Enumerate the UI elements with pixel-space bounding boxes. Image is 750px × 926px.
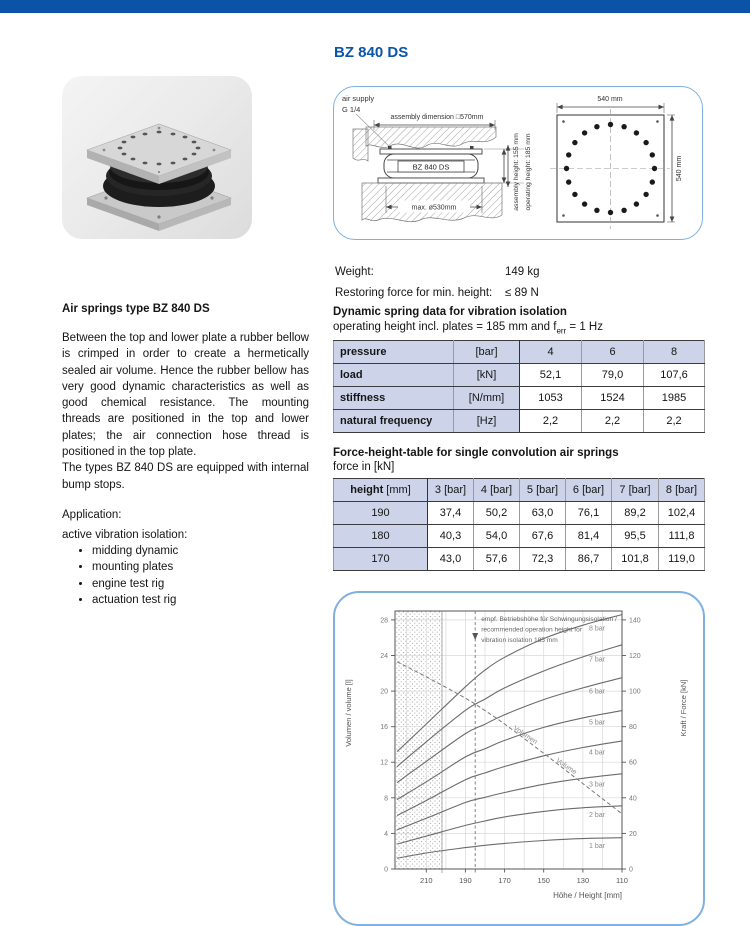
table-cell: 180 [334, 525, 428, 548]
svg-text:4 bar: 4 bar [589, 749, 605, 757]
table-cell: 1524 [582, 387, 644, 410]
application-list-item: • actuation test rig [92, 592, 339, 608]
svg-text:20: 20 [380, 688, 388, 696]
weight-value: 149 kg [505, 266, 540, 278]
table-cell: 107,6 [644, 364, 705, 387]
dynamic-table-title: Dynamic spring data for vibration isolation [333, 306, 567, 318]
svg-text:vibration isolation 185 mm: vibration isolation 185 mm [481, 637, 558, 644]
svg-text:3 bar: 3 bar [589, 781, 605, 789]
svg-text:120: 120 [629, 653, 641, 660]
application-list-item: • mounting plates [92, 559, 339, 575]
table-cell: 86,7 [566, 548, 612, 571]
svg-text:24: 24 [380, 653, 388, 660]
application-list [62, 543, 339, 609]
svg-text:empf. Betriebshöhe für Schwing: empf. Betriebshöhe für Schwingungsisolation / [481, 616, 617, 623]
svg-text:7 bar: 7 bar [589, 656, 605, 664]
table-cell: 54,0 [474, 525, 520, 548]
svg-text:190: 190 [459, 876, 472, 885]
force-table-row [334, 525, 705, 548]
subtitle-pre: operating height incl. plates = 185 mm and f [333, 321, 557, 333]
table-cell: 52,1 [520, 364, 582, 387]
table-cell: 95,5 [612, 525, 659, 548]
svg-text:1 bar: 1 bar [589, 843, 605, 851]
air-supply-thread-label: G 1/4 [342, 105, 361, 114]
page-title: BZ 840 DS [334, 44, 409, 61]
table-cell: 111,8 [659, 525, 705, 548]
svg-text:110: 110 [616, 876, 628, 885]
table-cell: 40,3 [428, 525, 474, 548]
svg-text:5 bar: 5 bar [589, 719, 605, 727]
table-cell: load [334, 364, 454, 387]
table-cell: 8 [644, 341, 705, 364]
svg-text:12: 12 [380, 759, 388, 767]
chart-box [333, 591, 705, 926]
svg-text:4: 4 [384, 830, 388, 838]
svg-text:16: 16 [380, 724, 388, 732]
description-text [62, 330, 309, 493]
product-photo [62, 76, 252, 239]
header-bar [0, 0, 750, 13]
svg-text:20: 20 [629, 830, 637, 838]
svg-text:150: 150 [537, 876, 550, 885]
svg-text:100: 100 [629, 688, 641, 696]
dynamic-table-subtitle [333, 321, 603, 335]
table-cell: 81,4 [566, 525, 612, 548]
table-cell: pressure [334, 341, 454, 364]
force-table-body [334, 502, 705, 571]
spec-list [335, 262, 540, 304]
plate-width-label: 540 mm [597, 96, 623, 103]
restoring-force-value: ≤ 89 N [505, 287, 539, 299]
subtitle-post: = 1 Hz [566, 321, 603, 333]
plate-height-label: 540 mm [676, 155, 683, 182]
table-cell: 2,2 [520, 410, 582, 433]
table-cell: 1053 [520, 387, 582, 410]
restoring-force-label: Restoring force for min. height: [335, 287, 493, 299]
dynamic-table-row [334, 387, 705, 410]
svg-text:170: 170 [498, 876, 511, 885]
svg-text:60: 60 [629, 759, 637, 767]
air-supply-label: air supply [342, 94, 375, 103]
force-table-header-cell: 4 [bar] [474, 479, 520, 502]
table-cell: 37,4 [428, 502, 474, 525]
svg-text:Volume: Volume [554, 757, 578, 777]
application-list-item: • engine test rig [92, 576, 339, 592]
table-cell: 119,0 [659, 548, 705, 571]
table-cell: 43,0 [428, 548, 474, 571]
svg-text:8: 8 [384, 795, 388, 803]
spec-row-restoring-force [335, 283, 540, 304]
force-table-header-cell: 5 [bar] [520, 479, 566, 502]
table-cell: [bar] [454, 341, 520, 364]
dynamic-table-row [334, 364, 705, 387]
description-paragraph-2: The types BZ 840 DS are equipped with internal bump stops. [62, 462, 309, 491]
svg-text:28: 28 [380, 617, 388, 625]
drawing-product-label: BZ 840 DS [412, 162, 450, 172]
description-paragraph-1: Between the top and lower plate a rubber bellow is crimped in order to create a hermetically sealed air volume. Hence the rubber bellow has very good dynamic characteristics as well as good chemical resistance. The mounting threads are positioned in the top and lower plates; the air connection hose thread is positioned in the top plate. [62, 332, 309, 459]
table-cell: 50,2 [474, 502, 520, 525]
force-table-header-row [334, 479, 705, 502]
svg-text:Kraft / Force [kN]: Kraft / Force [kN] [679, 679, 688, 737]
table-cell: [N/mm] [454, 387, 520, 410]
weight-label: Weight: [335, 266, 374, 278]
table-cell: [kN] [454, 364, 520, 387]
table-cell: 102,4 [659, 502, 705, 525]
application-label: Application: [62, 509, 122, 521]
table-cell: 57,6 [474, 548, 520, 571]
table-cell: [Hz] [454, 410, 520, 433]
svg-text:2 bar: 2 bar [589, 811, 605, 819]
table-cell: natural frequency [334, 410, 454, 433]
force-table [333, 478, 705, 571]
technical-drawing-box [333, 86, 703, 240]
svg-text:40: 40 [629, 795, 637, 803]
dynamic-table-body [334, 341, 705, 433]
subtitle-sub: err [556, 326, 567, 336]
svg-text:Höhe / Height [mm]: Höhe / Height [mm] [553, 891, 622, 900]
table-cell: 1985 [644, 387, 705, 410]
force-table-header-cell: height [mm] [334, 479, 428, 502]
force-table-header-cell: 3 [bar] [428, 479, 474, 502]
assembly-height-label: assembly height: 155 mm [513, 133, 520, 211]
force-table-head [334, 479, 705, 502]
svg-text:recommended operation height f: recommended operation height for [481, 626, 583, 634]
force-height-chart [335, 593, 703, 924]
svg-text:130: 130 [576, 876, 590, 885]
svg-text:8 bar: 8 bar [589, 625, 605, 633]
technical-drawing [334, 87, 702, 239]
table-cell: 101,8 [612, 548, 659, 571]
table-cell: 190 [334, 502, 428, 525]
dynamic-table-row [334, 341, 705, 364]
assembly-dimension-label: assembly dimension □570mm [390, 114, 484, 121]
table-cell: 72,3 [520, 548, 566, 571]
force-table-row [334, 502, 705, 525]
force-table-subtitle: force in [kN] [333, 461, 395, 473]
dynamic-table-row [334, 410, 705, 433]
dynamic-table [333, 340, 705, 433]
table-cell: stiffness [334, 387, 454, 410]
svg-text:Volumen / volume [l]: Volumen / volume [l] [344, 679, 353, 747]
table-cell: 4 [520, 341, 582, 364]
operating-height-label: operating height: 185 mm [525, 133, 532, 211]
svg-text:80: 80 [629, 724, 637, 732]
product-photo-illustration [62, 76, 252, 239]
force-table-row [334, 548, 705, 571]
svg-text:Volumen: Volumen [511, 724, 539, 746]
force-table-title: Force-height-table for single convolution air springs [333, 447, 619, 459]
spec-row-weight [335, 262, 540, 283]
max-diameter-label: max. ø530mm [411, 204, 457, 212]
table-cell: 2,2 [582, 410, 644, 433]
svg-text:0: 0 [384, 866, 388, 874]
section-heading: Air springs type BZ 840 DS [62, 303, 210, 315]
table-cell: 89,2 [612, 502, 659, 525]
application-subtitle: active vibration isolation: [62, 529, 188, 541]
table-cell: 79,0 [582, 364, 644, 387]
svg-text:6 bar: 6 bar [589, 688, 605, 696]
table-cell: 67,6 [520, 525, 566, 548]
table-cell: 76,1 [566, 502, 612, 525]
table-cell: 2,2 [644, 410, 705, 433]
svg-text:0: 0 [629, 866, 633, 874]
table-cell: 6 [582, 341, 644, 364]
table-cell: 170 [334, 548, 428, 571]
svg-text:140: 140 [629, 617, 641, 625]
force-table-header-cell: 7 [bar] [612, 479, 659, 502]
force-table-header-cell: 6 [bar] [566, 479, 612, 502]
application-list-item: • midding dynamic [92, 543, 339, 559]
table-cell: 63,0 [520, 502, 566, 525]
force-table-header-cell: 8 [bar] [659, 479, 705, 502]
svg-text:210: 210 [420, 876, 433, 885]
